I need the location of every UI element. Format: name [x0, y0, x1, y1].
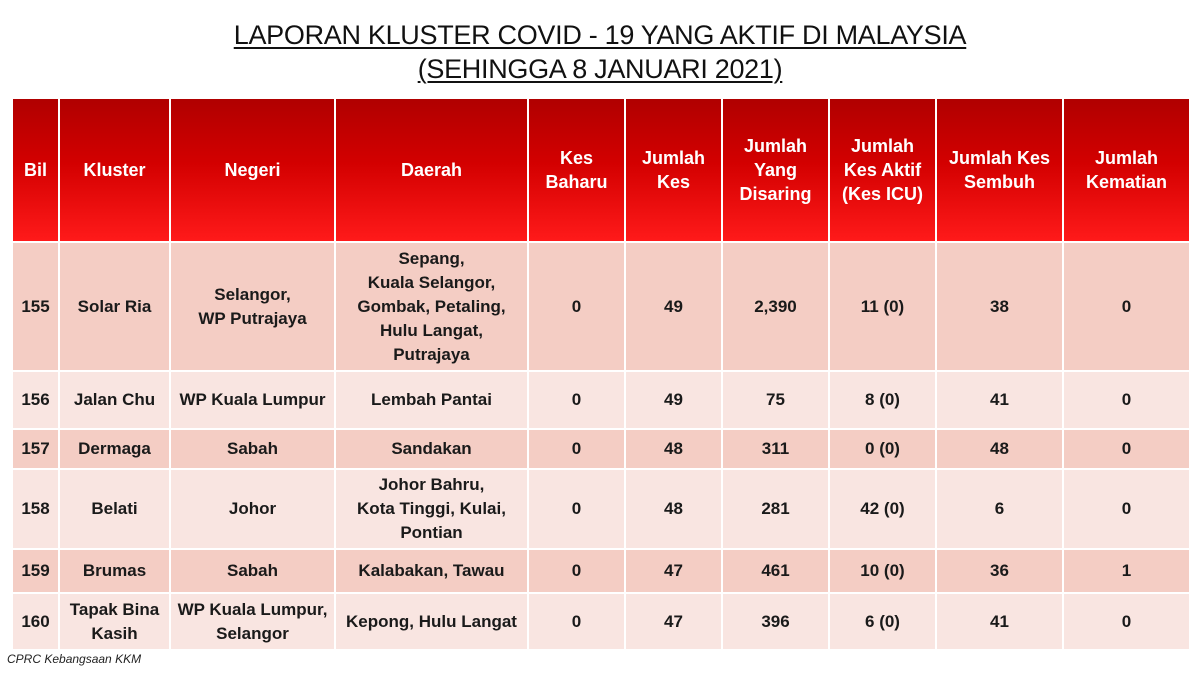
cell-jumlah-kes: 47	[625, 593, 722, 650]
cell-kes-baharu: 0	[528, 549, 625, 593]
cell-kluster: Tapak Bina Kasih	[59, 593, 170, 650]
cell-jumlah-disaring: 281	[722, 469, 829, 549]
cell-bil: 159	[12, 549, 59, 593]
cell-jumlah-kes-sembuh: 41	[936, 593, 1063, 650]
cell-jumlah-kes-aktif: 42 (0)	[829, 469, 936, 549]
cell-jumlah-kes-sembuh: 38	[936, 242, 1063, 371]
cell-negeri: Selangor, WP Putrajaya	[170, 242, 335, 371]
cell-jumlah-kematian: 0	[1063, 242, 1190, 371]
source-note: CPRC Kebangsaan KKM	[7, 652, 142, 666]
cell-kluster: Dermaga	[59, 429, 170, 469]
cell-kes-baharu: 0	[528, 371, 625, 429]
header-jumlah-kes: Jumlah Kes	[625, 98, 722, 242]
report-title-line2: (SEHINGGA 8 JANUARI 2021)	[417, 54, 783, 84]
cell-jumlah-disaring: 311	[722, 429, 829, 469]
cell-jumlah-kematian: 0	[1063, 371, 1190, 429]
cell-bil: 160	[12, 593, 59, 650]
cell-jumlah-disaring: 2,390	[722, 242, 829, 371]
cell-jumlah-kes: 49	[625, 371, 722, 429]
report-title-line1: LAPORAN KLUSTER COVID - 19 YANG AKTIF DI MALAYSIA	[233, 20, 967, 50]
cell-jumlah-disaring: 75	[722, 371, 829, 429]
cell-kes-baharu: 0	[528, 593, 625, 650]
cell-daerah: Kepong, Hulu Langat	[335, 593, 528, 650]
header-jumlah-kes-aktif: Jumlah Kes Aktif (Kes ICU)	[829, 98, 936, 242]
cell-jumlah-kematian: 1	[1063, 549, 1190, 593]
cell-jumlah-kes-aktif: 10 (0)	[829, 549, 936, 593]
cell-jumlah-disaring: 461	[722, 549, 829, 593]
cell-bil: 156	[12, 371, 59, 429]
table-row	[12, 469, 1190, 549]
cell-jumlah-kes-sembuh: 41	[936, 371, 1063, 429]
cell-jumlah-kematian: 0	[1063, 429, 1190, 469]
cell-daerah: Johor Bahru, Kota Tinggi, Kulai, Pontian	[335, 469, 528, 549]
table-row	[12, 371, 1190, 429]
cell-kes-baharu: 0	[528, 469, 625, 549]
cell-kes-baharu: 0	[528, 429, 625, 469]
cell-jumlah-kes-sembuh: 48	[936, 429, 1063, 469]
cell-daerah: Kalabakan, Tawau	[335, 549, 528, 593]
cell-jumlah-kematian: 0	[1063, 593, 1190, 650]
cell-kluster: Jalan Chu	[59, 371, 170, 429]
cell-negeri: Sabah	[170, 549, 335, 593]
cell-jumlah-kes-aktif: 0 (0)	[829, 429, 936, 469]
report-title	[0, 18, 1200, 86]
cell-negeri: Johor	[170, 469, 335, 549]
table-row	[12, 549, 1190, 593]
cell-jumlah-kes-sembuh: 36	[936, 549, 1063, 593]
header-negeri: Negeri	[170, 98, 335, 242]
header-jumlah-kes-sembuh: Jumlah Kes Sembuh	[936, 98, 1063, 242]
cell-jumlah-kes-aktif: 8 (0)	[829, 371, 936, 429]
cell-daerah: Sandakan	[335, 429, 528, 469]
header-jumlah-kematian: Jumlah Kematian	[1063, 98, 1190, 242]
header-kluster: Kluster	[59, 98, 170, 242]
cell-jumlah-kematian: 0	[1063, 469, 1190, 549]
cell-negeri: Sabah	[170, 429, 335, 469]
cell-jumlah-kes: 48	[625, 429, 722, 469]
cell-negeri: WP Kuala Lumpur	[170, 371, 335, 429]
table-header-row	[12, 98, 1190, 242]
cell-kluster: Solar Ria	[59, 242, 170, 371]
cell-bil: 157	[12, 429, 59, 469]
cell-jumlah-kes: 49	[625, 242, 722, 371]
header-kes-baharu: Kes Baharu	[528, 98, 625, 242]
cell-kes-baharu: 0	[528, 242, 625, 371]
cell-jumlah-kes: 47	[625, 549, 722, 593]
header-bil: Bil	[12, 98, 59, 242]
cell-jumlah-kes-aktif: 11 (0)	[829, 242, 936, 371]
table-row	[12, 593, 1190, 650]
header-daerah: Daerah	[335, 98, 528, 242]
header-jumlah-disaring: Jumlah Yang Disaring	[722, 98, 829, 242]
cell-negeri: WP Kuala Lumpur, Selangor	[170, 593, 335, 650]
cell-bil: 158	[12, 469, 59, 549]
cell-jumlah-kes-aktif: 6 (0)	[829, 593, 936, 650]
cluster-table	[11, 97, 1191, 651]
cell-jumlah-kes: 48	[625, 469, 722, 549]
cell-jumlah-disaring: 396	[722, 593, 829, 650]
cell-daerah: Sepang, Kuala Selangor, Gombak, Petaling, Hulu Langat, Putrajaya	[335, 242, 528, 371]
cell-kluster: Brumas	[59, 549, 170, 593]
cell-kluster: Belati	[59, 469, 170, 549]
table-row	[12, 429, 1190, 469]
cell-bil: 155	[12, 242, 59, 371]
cell-daerah: Lembah Pantai	[335, 371, 528, 429]
table-row	[12, 242, 1190, 371]
cell-jumlah-kes-sembuh: 6	[936, 469, 1063, 549]
